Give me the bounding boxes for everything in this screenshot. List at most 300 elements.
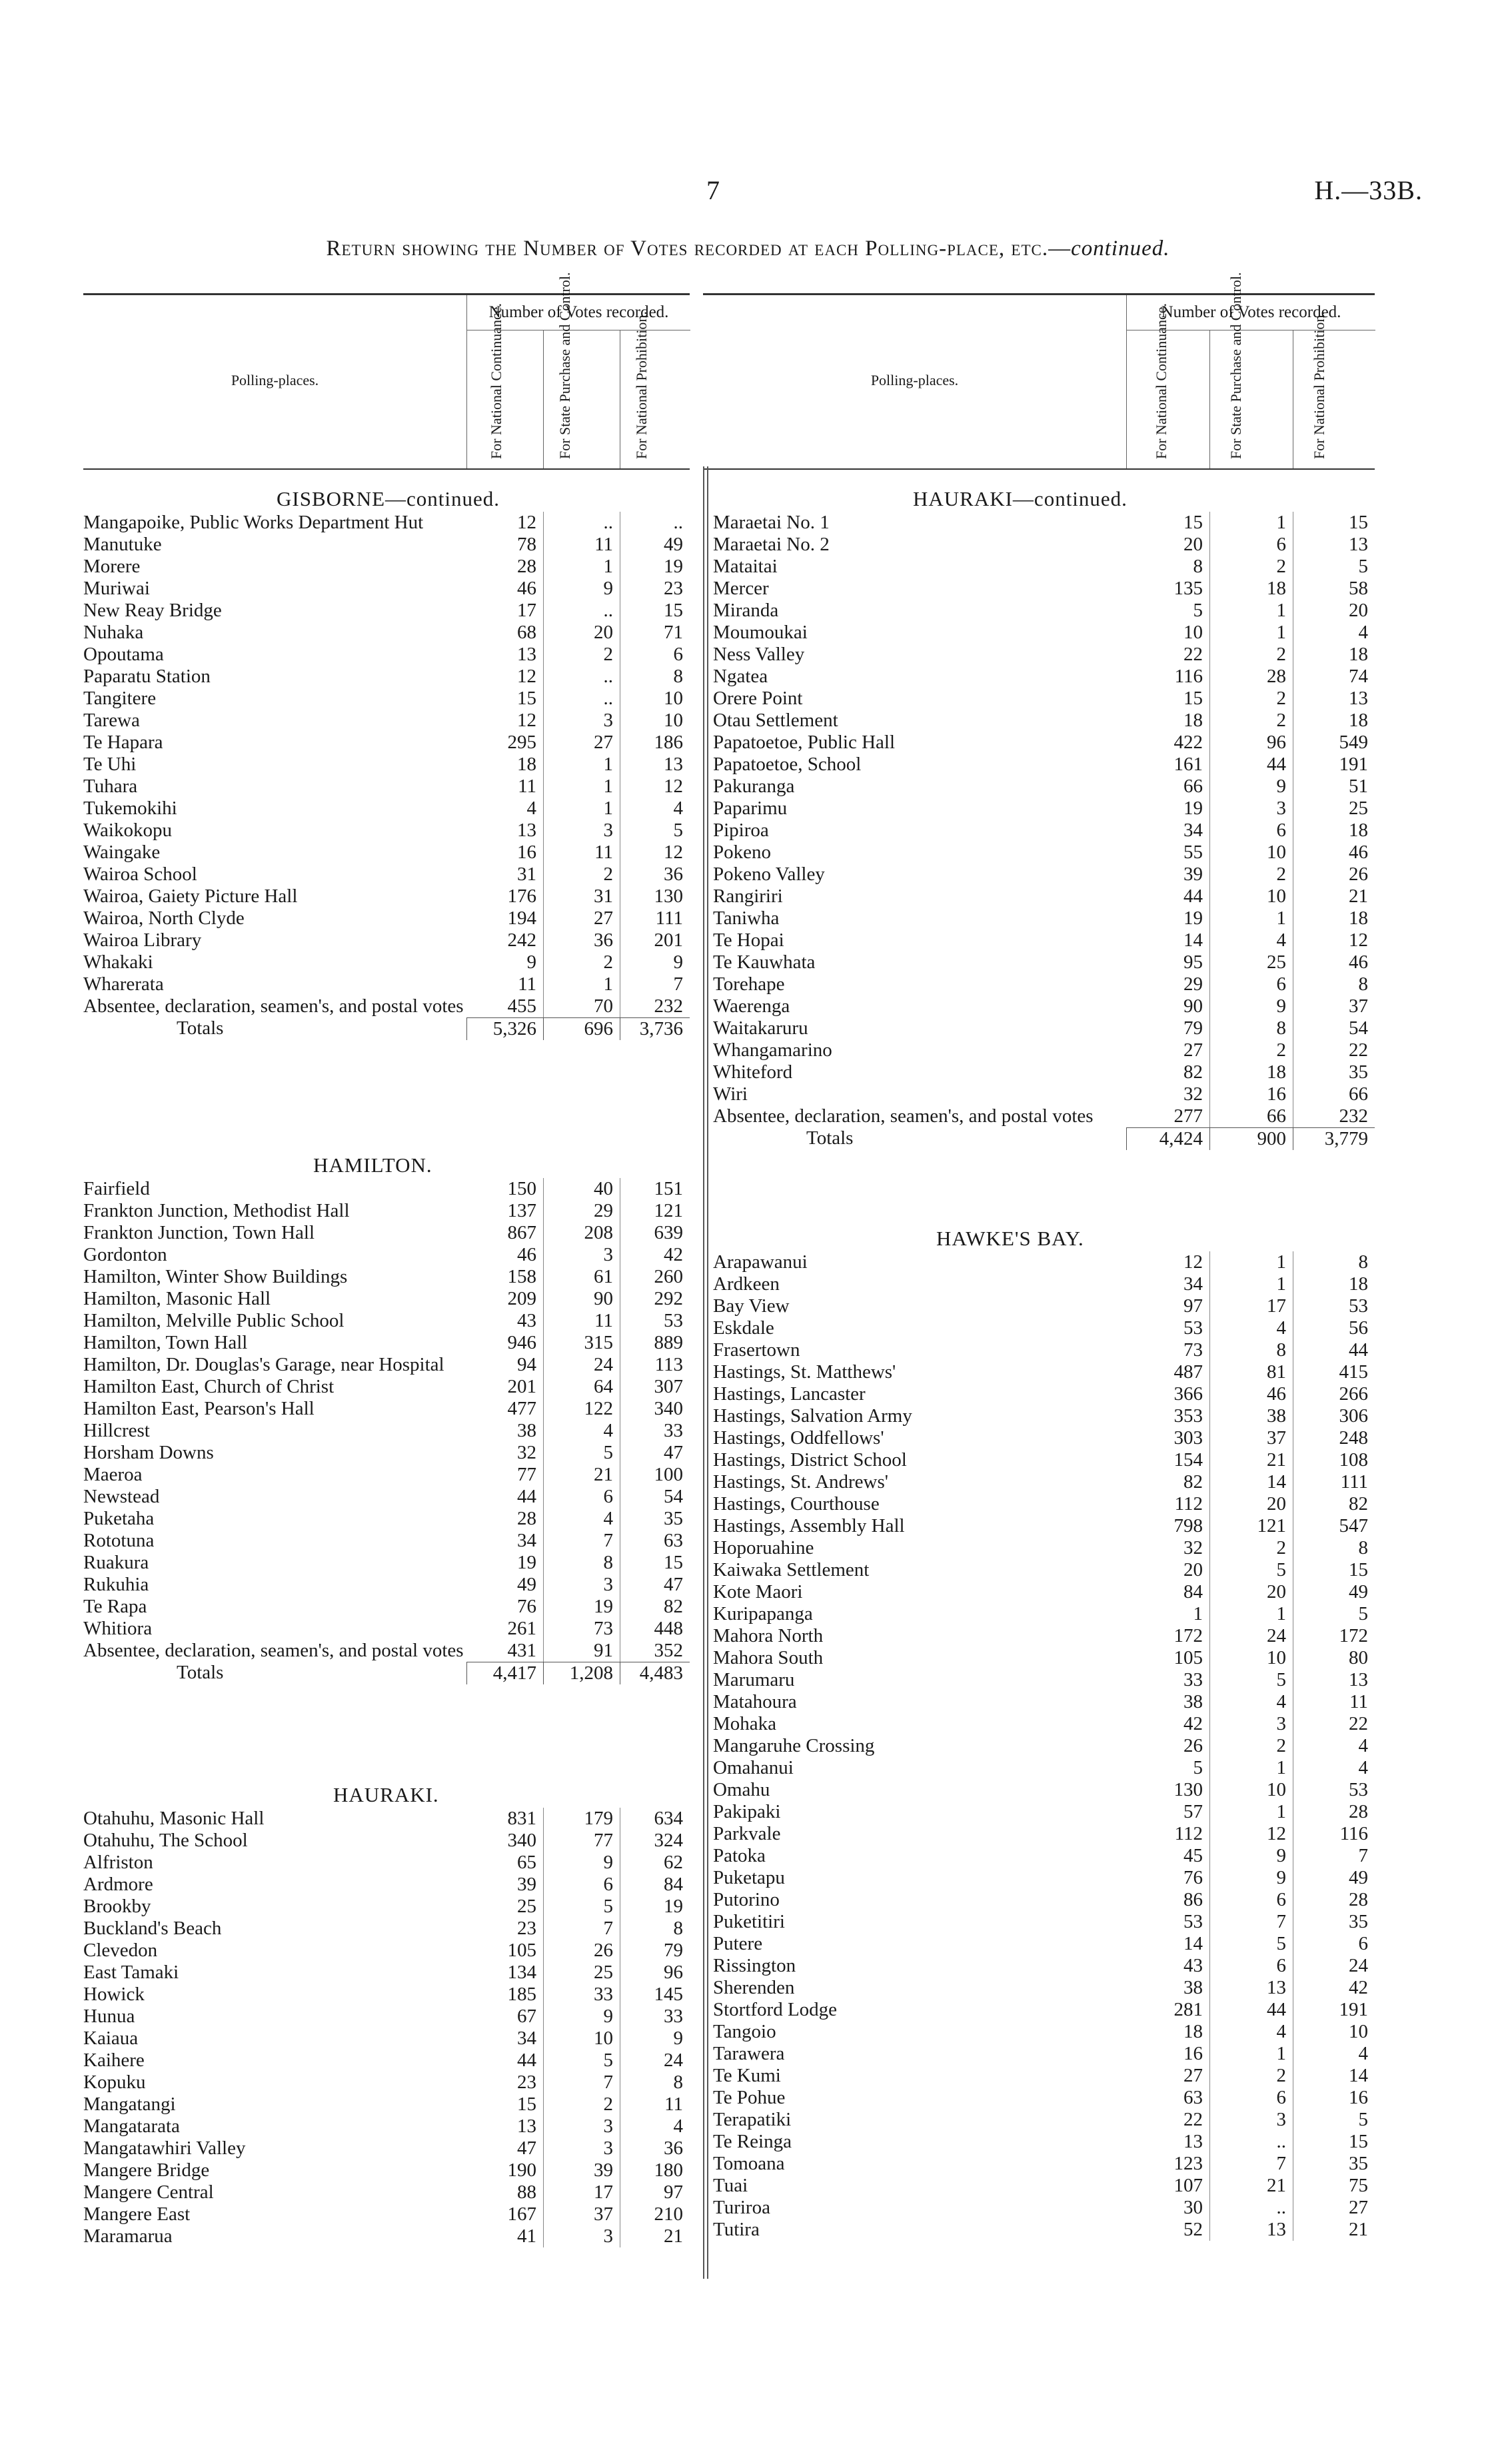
- polling-place-name: Whiteford: [713, 1061, 793, 1083]
- polling-place-name: Otahuhu, The School: [83, 1830, 248, 1851]
- polling-place-name: Horsham Downs: [83, 1442, 214, 1463]
- votes-continuance: 123: [1173, 2153, 1203, 2174]
- votes-continuance: 13: [517, 2116, 536, 2137]
- votes-prohibition: 639: [620, 1222, 690, 1244]
- votes-continuance: 39: [1183, 864, 1203, 885]
- votes-state-purchase: 2: [1209, 710, 1293, 732]
- votes-state-purchase: 2: [1209, 556, 1293, 578]
- votes-state-purchase: 10: [1209, 842, 1293, 864]
- votes-state-purchase: 25: [543, 1962, 620, 1984]
- votes-state-purchase: 9: [543, 578, 620, 600]
- polling-place-name: Mangere East: [83, 2203, 191, 2225]
- table-row: [83, 1896, 690, 1918]
- votes-prohibition: 19: [620, 556, 690, 578]
- table-row: [83, 1596, 690, 1618]
- votes-state-purchase: 1: [1209, 512, 1293, 534]
- table-row: [713, 1845, 1375, 1867]
- votes-state-purchase: 10: [1209, 886, 1293, 908]
- polling-place-name: Mangatawhiri Valley: [83, 2138, 246, 2159]
- votes-state-purchase: ..: [543, 512, 620, 534]
- votes-state-purchase: 29: [543, 1200, 620, 1222]
- votes-prohibition: 35: [1293, 1911, 1375, 1933]
- table-row: [713, 1449, 1375, 1471]
- votes-prohibition: 12: [1293, 929, 1375, 951]
- votes-state-purchase: 64: [543, 1376, 620, 1398]
- votes-prohibition: 12: [620, 776, 690, 798]
- votes-continuance: 39: [517, 1874, 536, 1895]
- votes-prohibition: 12: [620, 842, 690, 864]
- header-continuance-right: For National Continuance.: [1153, 303, 1169, 459]
- table-row: [83, 1288, 690, 1310]
- votes-prohibition: 8: [620, 1918, 690, 1940]
- polling-place-name: Whitiora: [83, 1618, 153, 1639]
- votes-prohibition: 23: [620, 578, 690, 600]
- total-state-purchase: 900: [1209, 1127, 1293, 1150]
- votes-prohibition: 191: [1293, 754, 1375, 776]
- votes-state-purchase: ..: [1209, 2197, 1293, 2219]
- votes-prohibition: 151: [620, 1178, 690, 1200]
- votes-state-purchase: 6: [1209, 1889, 1293, 1911]
- votes-state-purchase: 20: [543, 622, 620, 644]
- votes-continuance: 19: [1183, 798, 1203, 819]
- table-row: [713, 1251, 1375, 1273]
- votes-state-purchase: 4: [543, 1508, 620, 1530]
- votes-state-purchase: 1: [1209, 1603, 1293, 1625]
- table-row: [83, 951, 690, 973]
- table-row: [83, 1200, 690, 1222]
- totals-row: [713, 1127, 1375, 1150]
- votes-continuance: 105: [507, 1940, 536, 1961]
- votes-prohibition: 7: [1293, 1845, 1375, 1867]
- polling-place-name: Te Hopai: [713, 929, 784, 951]
- votes-state-purchase: 37: [1209, 1427, 1293, 1449]
- polling-place-name: Manutuke: [83, 534, 162, 555]
- votes-state-purchase: 6: [543, 1486, 620, 1508]
- votes-prohibition: 42: [1293, 1977, 1375, 1999]
- votes-state-purchase: 1: [1209, 1251, 1293, 1273]
- polling-place-name: Tuhara: [83, 776, 138, 797]
- polling-place-name: Paparatu Station: [83, 666, 211, 687]
- polling-place-name: Brookby: [83, 1896, 151, 1917]
- table-row: [713, 1647, 1375, 1669]
- table-row: [713, 929, 1375, 951]
- votes-state-purchase: 3: [543, 2116, 620, 2138]
- table-row: [713, 1823, 1375, 1845]
- votes-state-purchase: 2: [1209, 864, 1293, 886]
- votes-continuance: 12: [517, 666, 536, 687]
- table-row: [83, 666, 690, 688]
- votes-continuance: 19: [517, 1552, 536, 1573]
- votes-prohibition: 18: [1293, 644, 1375, 666]
- totals-row: [83, 1662, 690, 1684]
- table-row: [83, 995, 690, 1017]
- votes-continuance: 18: [517, 754, 536, 775]
- votes-continuance: 5: [1193, 1757, 1203, 1778]
- votes-continuance: 82: [1183, 1471, 1203, 1493]
- votes-continuance: 190: [507, 2159, 536, 2181]
- votes-continuance: 487: [1173, 1361, 1203, 1383]
- votes-continuance: 41: [517, 2225, 536, 2247]
- votes-continuance: 52: [1183, 2219, 1203, 2240]
- polling-place-name: Buckland's Beach: [83, 1918, 222, 1939]
- votes-state-purchase: 5: [1209, 1669, 1293, 1691]
- table-row: [713, 1735, 1375, 1757]
- table-row: [713, 2197, 1375, 2219]
- votes-continuance: 10: [1183, 622, 1203, 643]
- table-row: [83, 798, 690, 820]
- polling-place-name: Arapawanui: [713, 1251, 808, 1273]
- votes-continuance: 5: [1193, 600, 1203, 621]
- votes-state-purchase: 7: [1209, 1911, 1293, 1933]
- polling-place-name: Gordonton: [83, 1244, 167, 1265]
- votes-state-purchase: 6: [1209, 1955, 1293, 1977]
- polling-place-name: Wharerata: [83, 973, 164, 995]
- votes-prohibition: 634: [620, 1808, 690, 1830]
- votes-prohibition: 11: [620, 2094, 690, 2116]
- votes-continuance: 66: [1183, 776, 1203, 797]
- votes-continuance: 135: [1173, 578, 1203, 599]
- polling-place-name: Whangamarino: [713, 1039, 832, 1061]
- polling-place-name: Hamilton, Dr. Douglas's Garage, near Hospital: [83, 1354, 444, 1375]
- votes-continuance: 76: [1183, 1867, 1203, 1888]
- votes-state-purchase: 2: [543, 2094, 620, 2116]
- section-hamilton: [83, 1153, 690, 1684]
- polling-place-name: Maeroa: [83, 1464, 143, 1485]
- votes-prohibition: 21: [1293, 2219, 1375, 2241]
- polling-place-name: Eskdale: [713, 1317, 774, 1339]
- votes-state-purchase: 6: [1209, 534, 1293, 556]
- votes-prohibition: 13: [620, 754, 690, 776]
- votes-prohibition: 4: [1293, 622, 1375, 644]
- votes-prohibition: 37: [1293, 995, 1375, 1017]
- votes-prohibition: 307: [620, 1376, 690, 1398]
- votes-prohibition: 145: [620, 1984, 690, 2006]
- votes-state-purchase: 4: [1209, 2021, 1293, 2043]
- votes-prohibition: 8: [1293, 973, 1375, 995]
- table-row: [83, 1310, 690, 1332]
- table-row: [83, 1354, 690, 1376]
- votes-prohibition: 35: [1293, 1061, 1375, 1083]
- table-row: [713, 1955, 1375, 1977]
- votes-state-purchase: 38: [1209, 1405, 1293, 1427]
- polling-place-name: Parkvale: [713, 1823, 781, 1844]
- votes-prohibition: 46: [1293, 951, 1375, 973]
- polling-place-name: Kaihere: [83, 2050, 145, 2071]
- votes-continuance: 34: [1183, 820, 1203, 841]
- votes-prohibition: 180: [620, 2159, 690, 2181]
- votes-continuance: 44: [517, 2050, 536, 2071]
- polling-place-name: Waingake: [83, 842, 161, 863]
- votes-continuance: 22: [1183, 2109, 1203, 2130]
- votes-state-purchase: 1: [543, 798, 620, 820]
- votes-prohibition: 4: [620, 798, 690, 820]
- document-reference: H.—33B.: [1314, 175, 1423, 205]
- votes-state-purchase: 4: [1209, 929, 1293, 951]
- polling-place-name: Hamilton, Winter Show Buildings: [83, 1266, 348, 1287]
- votes-continuance: 130: [1173, 1779, 1203, 1800]
- votes-continuance: 366: [1173, 1383, 1203, 1405]
- table-row: [83, 710, 690, 732]
- votes-state-purchase: 61: [543, 1266, 620, 1288]
- polling-place-name: Rototuna: [83, 1530, 155, 1551]
- votes-prohibition: 49: [1293, 1581, 1375, 1603]
- votes-state-purchase: 90: [543, 1288, 620, 1310]
- rows: [713, 512, 1375, 1150]
- polling-place-name: Hastings, Salvation Army: [713, 1405, 912, 1427]
- votes-prohibition: 13: [1293, 1669, 1375, 1691]
- votes-state-purchase: 9: [1209, 1845, 1293, 1867]
- table-row: [83, 1178, 690, 1200]
- votes-continuance: 23: [517, 2072, 536, 2093]
- table-row: [83, 1552, 690, 1574]
- votes-continuance: 20: [1183, 534, 1203, 555]
- votes-prohibition: 201: [620, 929, 690, 951]
- table-row: [83, 600, 690, 622]
- votes-state-purchase: 17: [1209, 1295, 1293, 1317]
- polling-place-name: Hamilton East, Pearson's Hall: [83, 1398, 315, 1419]
- votes-state-purchase: 10: [1209, 1779, 1293, 1801]
- votes-prohibition: 18: [1293, 908, 1375, 929]
- votes-continuance: 44: [517, 1486, 536, 1507]
- votes-prohibition: 9: [620, 951, 690, 973]
- polling-place-name: Wairoa School: [83, 864, 197, 885]
- polling-place-name: New Reay Bridge: [83, 600, 222, 621]
- votes-state-purchase: 70: [543, 995, 620, 1017]
- table-row: [713, 1083, 1375, 1105]
- votes-state-purchase: 1: [1209, 1757, 1293, 1779]
- polling-place-name: Kaiaua: [83, 2028, 139, 2049]
- table-row: [713, 973, 1375, 995]
- polling-place-name: Omahu: [713, 1779, 770, 1800]
- polling-place-name: Mangere Bridge: [83, 2159, 210, 2181]
- votes-continuance: 209: [507, 1288, 536, 1309]
- table-row: [713, 1383, 1375, 1405]
- polling-place-name: Mercer: [713, 578, 769, 599]
- votes-continuance: 25: [517, 1896, 536, 1917]
- votes-prohibition: 47: [620, 1442, 690, 1464]
- table-row: [713, 820, 1375, 842]
- votes-prohibition: 28: [1293, 1889, 1375, 1911]
- votes-continuance: 14: [1183, 1933, 1203, 1954]
- votes-continuance: 78: [517, 534, 536, 555]
- votes-continuance: 18: [1183, 2021, 1203, 2042]
- table-row: [713, 864, 1375, 886]
- votes-continuance: 150: [507, 1178, 536, 1199]
- polling-place-name: Absentee, declaration, seamen's, and postal votes: [713, 1105, 1094, 1127]
- polling-place-name: Kuripapanga: [713, 1603, 813, 1624]
- table-row: [83, 578, 690, 600]
- polling-place-name: Pakuranga: [713, 776, 795, 797]
- polling-place-name: Papatoetoe, Public Hall: [713, 732, 896, 753]
- votes-state-purchase: 21: [1209, 2175, 1293, 2197]
- votes-prohibition: 24: [1293, 1955, 1375, 1977]
- votes-prohibition: 5: [1293, 2109, 1375, 2131]
- votes-prohibition: 352: [620, 1640, 690, 1662]
- votes-state-purchase: 3: [543, 2225, 620, 2247]
- votes-prohibition: 4: [1293, 1735, 1375, 1757]
- votes-state-purchase: 1: [1209, 908, 1293, 929]
- polling-place-name: Mohaka: [713, 1713, 777, 1734]
- votes-prohibition: 191: [1293, 1999, 1375, 2021]
- table-row: [713, 1405, 1375, 1427]
- polling-place-name: Pipiroa: [713, 820, 769, 841]
- totals-row: [83, 1017, 690, 1040]
- polling-place-name: Kaiwaka Settlement: [713, 1559, 870, 1580]
- total-state-purchase: 1,208: [543, 1662, 620, 1684]
- polling-place-name: Terapatiki: [713, 2109, 792, 2130]
- polling-place-name: Hamilton East, Church of Christ: [83, 1376, 335, 1397]
- votes-state-purchase: 1: [543, 754, 620, 776]
- table-row: [713, 1515, 1375, 1537]
- votes-continuance: 55: [1183, 842, 1203, 863]
- votes-state-purchase: 28: [1209, 666, 1293, 688]
- table-row: [713, 2153, 1375, 2175]
- votes-continuance: 798: [1173, 1515, 1203, 1537]
- totals-label: Totals: [806, 1127, 854, 1149]
- votes-continuance: 73: [1183, 1339, 1203, 1361]
- table-row: [83, 1222, 690, 1244]
- votes-prohibition: 6: [1293, 1933, 1375, 1955]
- votes-continuance: 158: [507, 1266, 536, 1287]
- table-row: [83, 2094, 690, 2116]
- polling-place-name: Mahora South: [713, 1647, 824, 1668]
- total-prohibition: 3,779: [1293, 1127, 1375, 1150]
- votes-continuance: 176: [507, 886, 536, 907]
- table-row: [713, 1911, 1375, 1933]
- votes-prohibition: 22: [1293, 1713, 1375, 1735]
- votes-prohibition: 35: [620, 1508, 690, 1530]
- votes-state-purchase: 2: [1209, 2065, 1293, 2087]
- votes-state-purchase: 13: [1209, 2219, 1293, 2241]
- polling-place-name: Mangatangi: [83, 2094, 176, 2115]
- votes-prohibition: 172: [1293, 1625, 1375, 1647]
- polling-place-name: Opoutama: [83, 644, 164, 665]
- votes-prohibition: 111: [620, 908, 690, 929]
- votes-continuance: 82: [1183, 1061, 1203, 1083]
- votes-prohibition: ..: [620, 512, 690, 534]
- polling-place-name: Rangiriri: [713, 886, 783, 907]
- votes-prohibition: 4: [1293, 1757, 1375, 1779]
- polling-place-name: Te Uhi: [83, 754, 137, 775]
- votes-prohibition: 22: [1293, 1039, 1375, 1061]
- votes-continuance: 46: [517, 1244, 536, 1265]
- votes-continuance: 303: [1173, 1427, 1203, 1449]
- votes-prohibition: 14: [1293, 2065, 1375, 2087]
- polling-place-name: Waikokopu: [83, 820, 172, 841]
- votes-continuance: 277: [1173, 1105, 1203, 1127]
- votes-prohibition: 35: [1293, 2153, 1375, 2175]
- polling-place-name: Hunua: [83, 2006, 135, 2027]
- table-row: [83, 1442, 690, 1464]
- votes-state-purchase: 9: [543, 1852, 620, 1874]
- votes-continuance: 47: [517, 2138, 536, 2159]
- votes-continuance: 28: [517, 1508, 536, 1529]
- polling-place-name: Puketitiri: [713, 1911, 785, 1932]
- votes-state-purchase: 5: [543, 1442, 620, 1464]
- votes-prohibition: 186: [620, 732, 690, 754]
- table-row: [83, 1420, 690, 1442]
- votes-prohibition: 13: [1293, 688, 1375, 710]
- votes-continuance: 27: [1183, 2065, 1203, 2086]
- table-row: [713, 2109, 1375, 2131]
- votes-prohibition: 10: [1293, 2021, 1375, 2043]
- column-divider: [703, 466, 708, 2279]
- polling-place-name: Tarawera: [713, 2043, 785, 2064]
- votes-prohibition: 53: [1293, 1295, 1375, 1317]
- polling-place-name: Wairoa Library: [83, 929, 202, 951]
- votes-prohibition: 10: [620, 688, 690, 710]
- votes-continuance: 116: [1174, 666, 1203, 687]
- votes-continuance: 49: [517, 1574, 536, 1595]
- votes-prohibition: 324: [620, 1830, 690, 1852]
- votes-prohibition: 25: [1293, 798, 1375, 820]
- votes-prohibition: 10: [620, 710, 690, 732]
- votes-state-purchase: 1: [543, 776, 620, 798]
- votes-continuance: 281: [1173, 1999, 1203, 2020]
- votes-continuance: 340: [507, 1830, 536, 1851]
- votes-state-purchase: 1: [1209, 622, 1293, 644]
- table-row: [83, 534, 690, 556]
- votes-prohibition: 36: [620, 2138, 690, 2159]
- votes-continuance: 13: [517, 644, 536, 665]
- votes-continuance: 53: [1183, 1911, 1203, 1932]
- votes-prohibition: 19: [620, 1896, 690, 1918]
- polling-place-name: Ness Valley: [713, 644, 805, 665]
- votes-prohibition: 15: [1293, 2131, 1375, 2153]
- table-row: [83, 929, 690, 951]
- section-hauraki: [83, 1782, 690, 2247]
- votes-continuance: 112: [1174, 1493, 1203, 1515]
- votes-prohibition: 79: [620, 1940, 690, 1962]
- votes-continuance: 201: [507, 1376, 536, 1397]
- votes-state-purchase: 46: [1209, 1383, 1293, 1405]
- votes-state-purchase: 13: [1209, 1977, 1293, 1999]
- title-continued: continued.: [1071, 237, 1170, 261]
- polling-place-name: Sherenden: [713, 1977, 795, 1998]
- votes-state-purchase: 7: [543, 2072, 620, 2094]
- table-row: [83, 1266, 690, 1288]
- table-row: [83, 644, 690, 666]
- votes-state-purchase: 44: [1209, 754, 1293, 776]
- table-row: [713, 1603, 1375, 1625]
- table-row: [713, 1427, 1375, 1449]
- votes-prohibition: 71: [620, 622, 690, 644]
- votes-state-purchase: 7: [1209, 2153, 1293, 2175]
- votes-prohibition: 448: [620, 1618, 690, 1640]
- table-row: [83, 1852, 690, 1874]
- polling-place-name: Hastings, Assembly Hall: [713, 1515, 905, 1537]
- votes-prohibition: 100: [620, 1464, 690, 1486]
- votes-prohibition: 51: [1293, 776, 1375, 798]
- table-row: [83, 1574, 690, 1596]
- section-heading: HAWKE'S BAY.: [936, 1227, 1084, 1250]
- votes-state-purchase: 8: [1209, 1017, 1293, 1039]
- polling-place-name: Te Kumi: [713, 2065, 781, 2086]
- table-row: [713, 798, 1375, 820]
- table-row: [83, 2159, 690, 2181]
- polling-place-name: Putorino: [713, 1889, 780, 1910]
- votes-state-purchase: 6: [1209, 2087, 1293, 2109]
- polling-place-name: Ardkeen: [713, 1273, 780, 1295]
- table-row: [713, 666, 1375, 688]
- votes-state-purchase: 27: [543, 732, 620, 754]
- votes-state-purchase: 40: [543, 1178, 620, 1200]
- votes-continuance: 29: [1183, 973, 1203, 995]
- votes-prohibition: 62: [620, 1852, 690, 1874]
- votes-prohibition: 232: [1293, 1105, 1375, 1127]
- votes-state-purchase: 12: [1209, 1823, 1293, 1845]
- votes-state-purchase: 1: [1209, 1801, 1293, 1823]
